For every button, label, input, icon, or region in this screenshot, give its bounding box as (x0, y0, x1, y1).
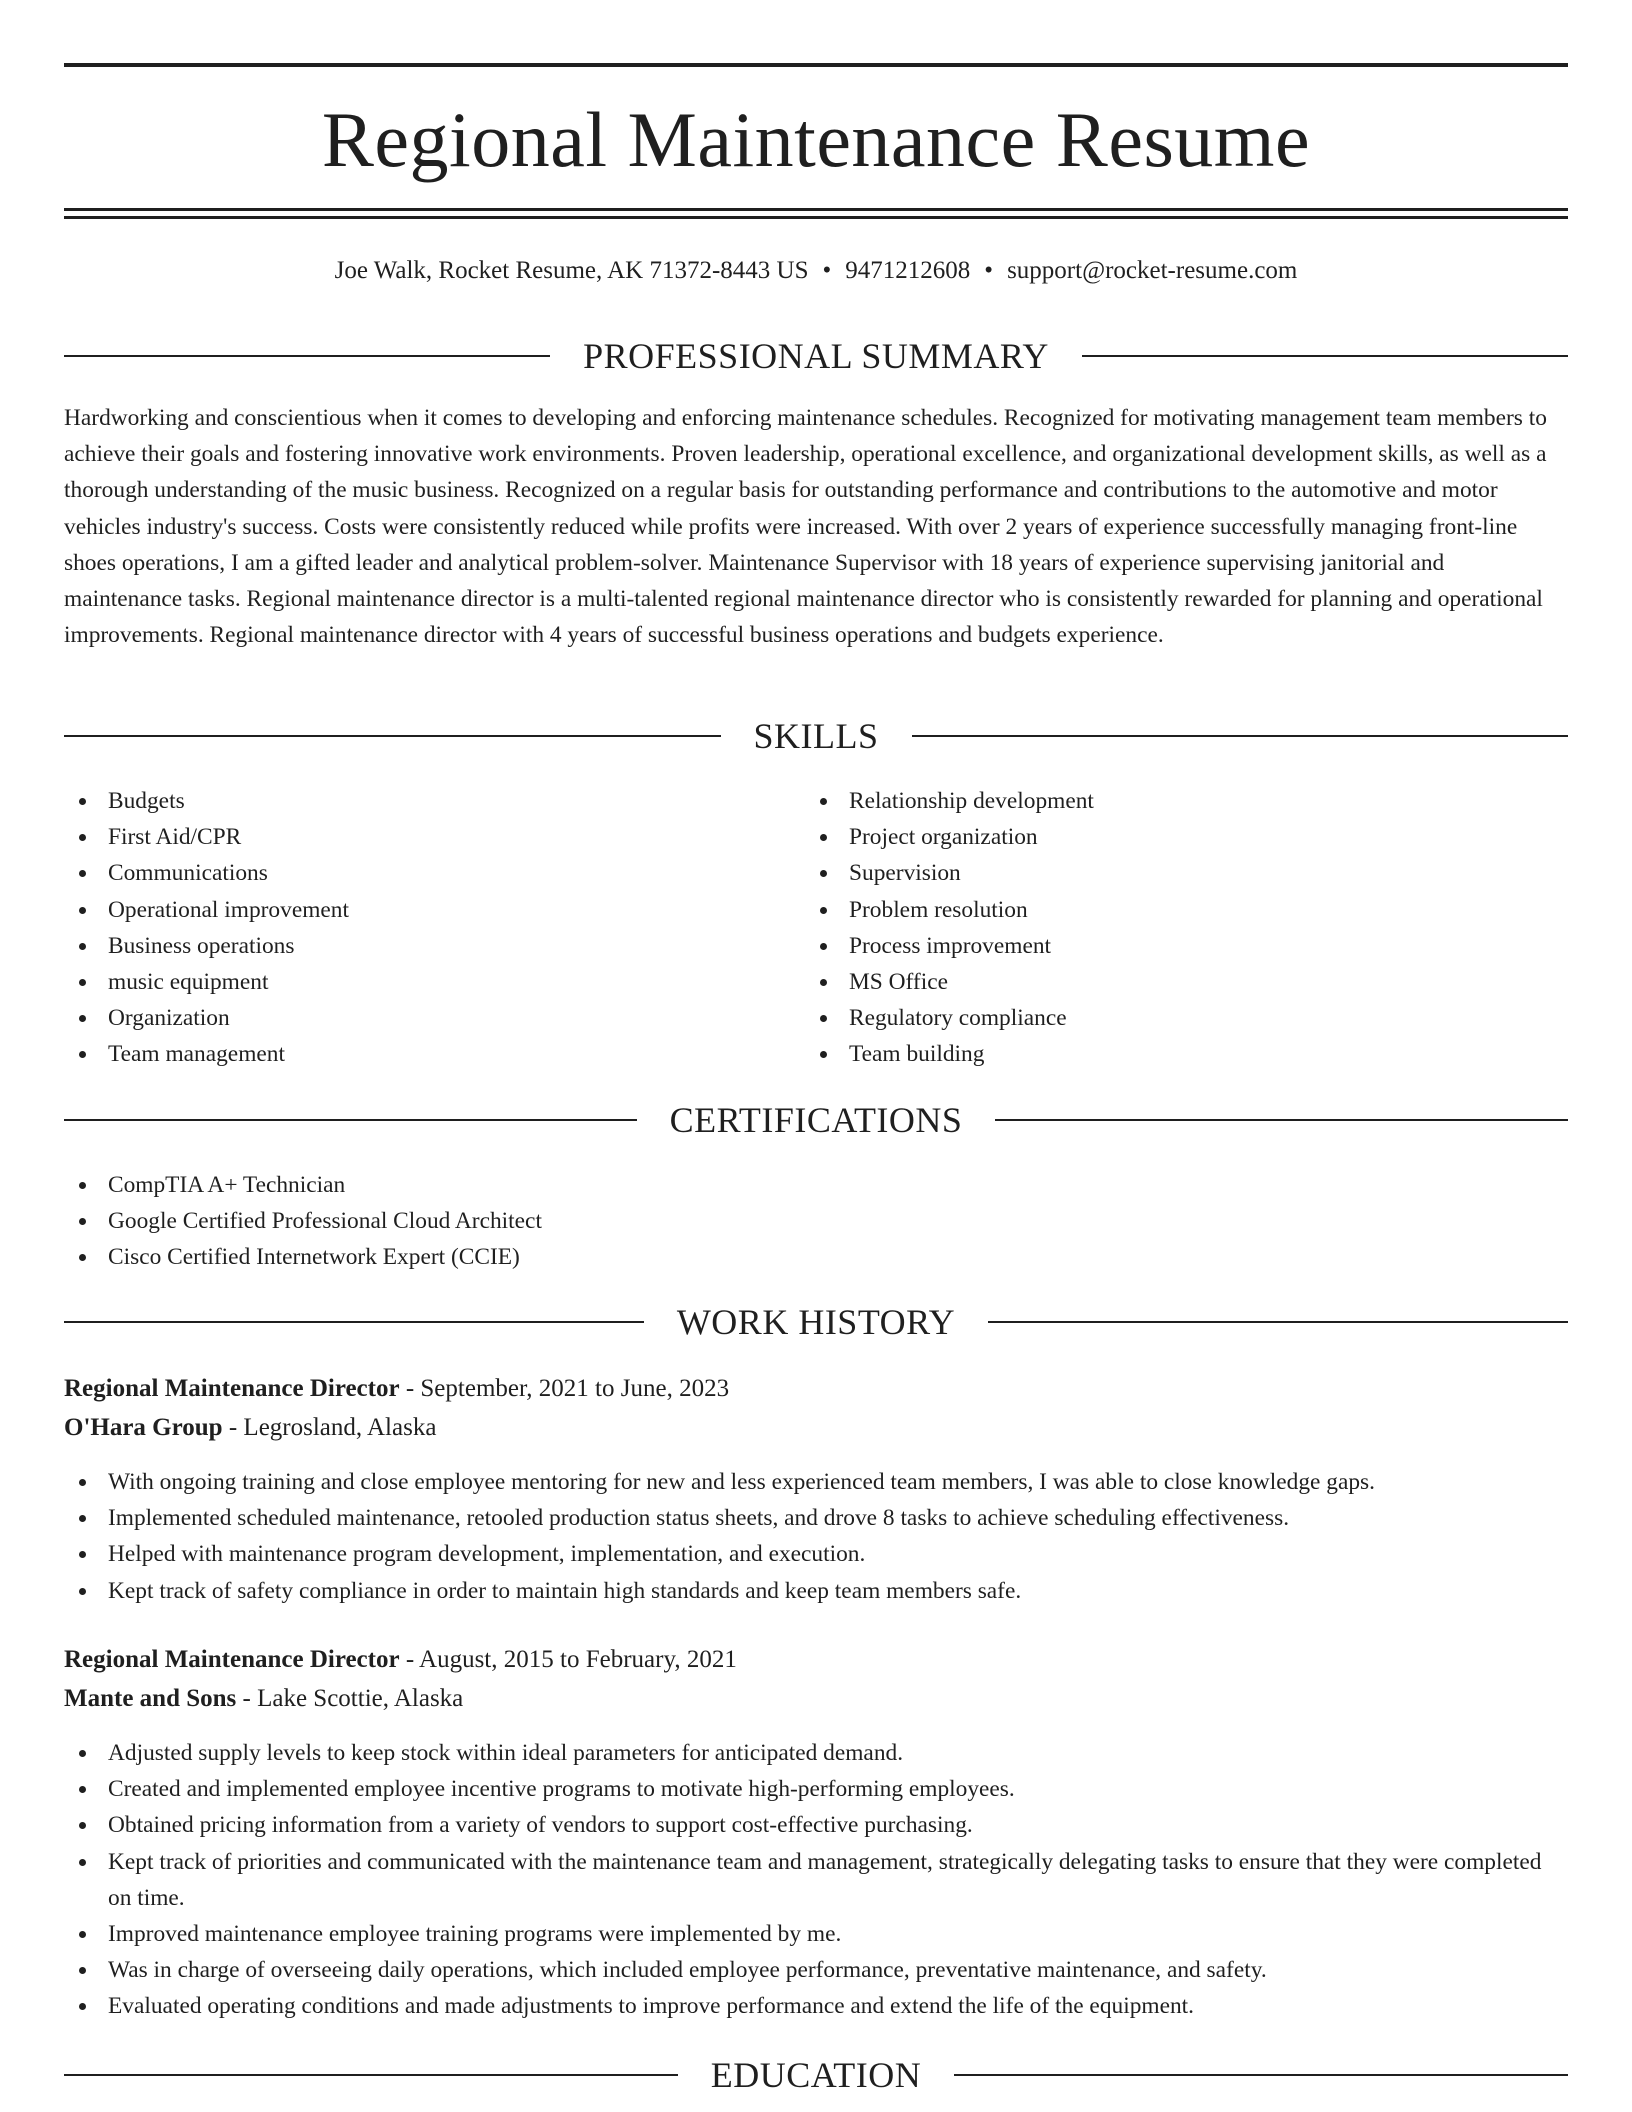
job-bullets (64, 1464, 1568, 1609)
job-company: Mante and Sons (64, 1685, 237, 1712)
summary-paragraph: Hardworking and conscientious when it comes to developing and enforcing maintenance schedules. Recognized for motivating management team members to achieve their goals and fostering innovative work environments. Proven leadership, operational excellence, and organizational development skills, as well as a thorough understanding of the music business. Recognized on a regular basis for outstanding performance and contributions to the automotive and motor vehicles industry's success. Costs were consistently reduced while profits were increased. With over 2 years of experience successfully managing front-line shoes operations, I am a gifted leader and analytical problem-solver. Maintenance Supervisor with 18 years of experience supervising janitorial and maintenance tasks. Regional maintenance director is a multi-talented regional maintenance director who is consistently rewarded for planning and operational improvements. Regional maintenance director with 4 years of successful business operations and budgets experience. (64, 405, 1547, 649)
skill-item: Problem resolution (805, 892, 1525, 928)
skills-list-right (805, 783, 1525, 1073)
section-rule-right (912, 735, 1569, 737)
skill-item: Process improvement (805, 928, 1525, 964)
job-bullet: Evaluated operating conditions and made adjustments to improve performance and extend the life of the equipment. (64, 1988, 1568, 2024)
contact-line (64, 254, 1568, 288)
section-header-education (64, 2053, 1568, 2097)
job-bullet: Created and implemented employee incentive programs to motivate high-performing employees. (64, 1771, 1568, 1807)
job-bullet: Improved maintenance employee training programs were implemented by me. (64, 1916, 1568, 1952)
job-bullet: With ongoing training and close employee mentoring for new and less experienced team members, I was able to close knowledge gaps. (64, 1464, 1568, 1500)
certification-item: CompTIA A+ Technician (64, 1167, 1568, 1203)
job-bullets (64, 1735, 1568, 2025)
skill-item: Regulatory compliance (805, 1000, 1525, 1036)
job-bullet: Kept track of priorities and communicated with the maintenance team and management, strategically delegating tasks to ensure that they were completed on time. (64, 1844, 1568, 1916)
section-header-certifications (64, 1098, 1568, 1142)
section-rule-right (954, 2074, 1568, 2076)
certification-item: Cisco Certified Internetwork Expert (CCIE) (64, 1239, 1568, 1275)
job-title: Regional Maintenance Director (64, 1646, 400, 1673)
skill-item: Supervision (805, 855, 1525, 891)
job-company-line (64, 1681, 1568, 1717)
skills-list-left (64, 783, 784, 1073)
job-company: O'Hara Group (64, 1414, 223, 1441)
job-dates: - August, 2015 to February, 2021 (405, 1646, 737, 1673)
skill-item: Business operations (64, 928, 784, 964)
section-rule-left (64, 1321, 644, 1323)
top-rule (64, 63, 1568, 67)
section-title-summary: PROFESSIONAL SUMMARY (583, 336, 1049, 376)
skill-item: MS Office (805, 964, 1525, 1000)
section-title-certifications: CERTIFICATIONS (669, 1100, 963, 1140)
skill-item: Relationship development (805, 783, 1525, 819)
certifications-list (64, 1167, 1568, 1276)
skill-item: music equipment (64, 964, 784, 1000)
section-rule-left (64, 1119, 637, 1121)
skill-item: Team management (64, 1036, 784, 1072)
section-header-skills (64, 714, 1568, 758)
section-rule-left (64, 2074, 678, 2076)
certification-item: Google Certified Professional Cloud Architect (64, 1203, 1568, 1239)
job-title: Regional Maintenance Director (64, 1375, 400, 1402)
section-title-work: WORK HISTORY (676, 1302, 956, 1342)
skill-item: Communications (64, 855, 784, 891)
skill-item: Budgets (64, 783, 784, 819)
job-company-line (64, 1410, 1568, 1446)
contact-address: Joe Walk, Rocket Resume, AK 71372-8443 US (334, 257, 809, 284)
section-rule-left (64, 735, 721, 737)
contact-email: support@rocket-resume.com (1007, 257, 1298, 284)
skill-item: Operational improvement (64, 892, 784, 928)
section-rule-right (1082, 355, 1568, 357)
job-title-line (64, 1642, 1568, 1678)
skill-item: First Aid/CPR (64, 819, 784, 855)
section-rule-right (988, 1321, 1568, 1323)
section-header-work (64, 1300, 1568, 1344)
title-rule-upper (64, 208, 1568, 211)
section-rule-right (995, 1119, 1568, 1121)
job-dates: - September, 2021 to June, 2023 (405, 1375, 730, 1402)
title-rule-lower (64, 216, 1568, 219)
job-bullet: Kept track of safety compliance in order to maintain high standards and keep team members safe. (64, 1573, 1568, 1609)
job-bullet: Was in charge of overseeing daily operations, which included employee performance, preventative maintenance, and safety. (64, 1952, 1568, 1988)
job-bullet: Helped with maintenance program development, implementation, and execution. (64, 1536, 1568, 1572)
skill-item: Project organization (805, 819, 1525, 855)
contact-separator: • (822, 257, 832, 284)
job-title-line (64, 1371, 1568, 1407)
section-title-skills: SKILLS (753, 716, 879, 756)
contact-phone: 9471212608 (845, 257, 971, 284)
section-header-summary (64, 334, 1568, 378)
skill-item: Team building (805, 1036, 1525, 1072)
contact-separator: • (984, 257, 994, 284)
skill-item: Organization (64, 1000, 784, 1036)
resume-title: Regional Maintenance Resume (321, 96, 1311, 183)
job-bullet: Implemented scheduled maintenance, retooled production status sheets, and drove 8 tasks to achieve scheduling effectiveness. (64, 1500, 1568, 1536)
job-location: - Lake Scottie, Alaska (242, 1685, 464, 1712)
section-rule-left (64, 355, 550, 357)
section-title-education: EDUCATION (710, 2055, 922, 2095)
job-bullet: Adjusted supply levels to keep stock within ideal parameters for anticipated demand. (64, 1735, 1568, 1771)
job-location: - Legrosland, Alaska (228, 1414, 437, 1441)
job-bullet: Obtained pricing information from a variety of vendors to support cost-effective purchasing. (64, 1807, 1568, 1843)
